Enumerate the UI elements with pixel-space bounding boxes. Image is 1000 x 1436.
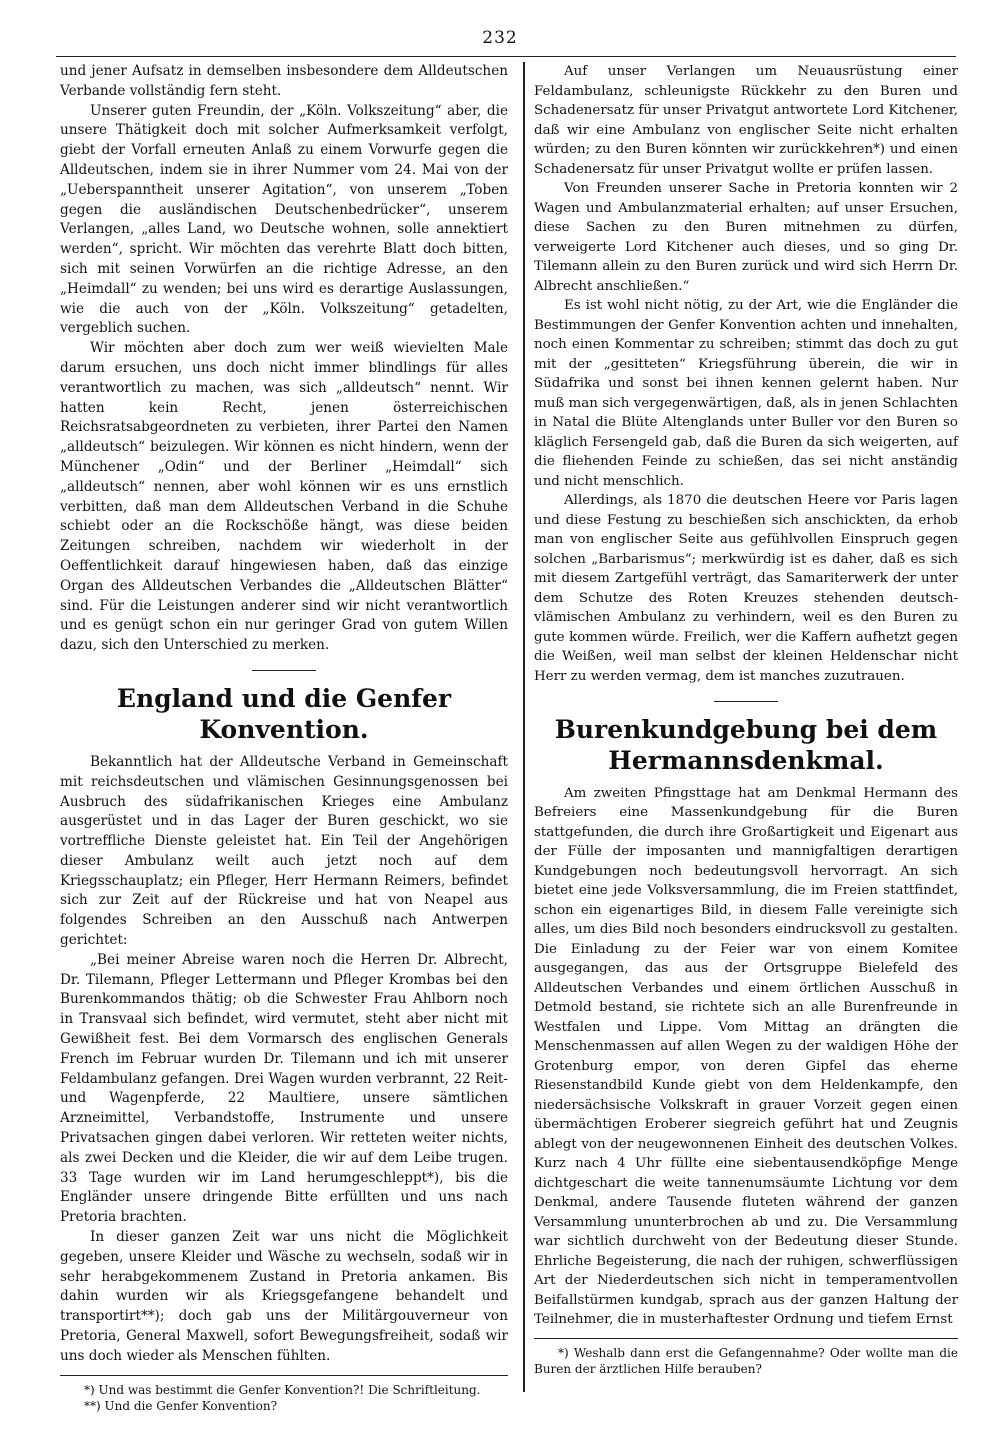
- section-separator: [252, 670, 316, 671]
- left-footnotes: [60, 1375, 508, 1414]
- right-paragraph-2: Von Freunden unserer Sache in Pretoria konnten wir 2 Wagen und Ambulanzmaterial erhalten; auf unser Ersuchen, diese Sachen zu den Buren mitnehmen zu dürfen, verweigerte Lord Kitchener auch dieses, und so ging Dr. Tilemann allein zu den Buren zurück und wird sich Herrn Dr. Albrecht anschließen.“: [534, 181, 958, 294]
- section-paragraph-2: „Bei meiner Abreise waren noch die Herren Dr. Albrecht, Dr. Tilemann, Pfleger Lettermann und Pfleger Krombas bei den Burenkommandos thätig; ob die Schwester Frau Ahlborn noch in Transvaal sich befindet, wird vermutet, steht aber nicht mit Gewißheit fest. Bei dem Vormarsch des englischen Generals French im Februar wurden Dr. Tilemann und ich mit unserer Feldambulanz gefangen. Drei Wagen wurden verbrannt, 22 Reit- und Wagenpferde, 22 Maultiere, unsere sämtlichen Arzneimittel, Verbandstoffe, Instrumente und unsere Privatsachen gingen dabei verloren. Wir retteten weiter nichts, als zwei Decken und die Kleider, die wir auf dem Leibe trugen. 33 Tage wurden wir im Land herumgeschleppt*), bis die Engländer unsere dringende Bitte erfüllten und uns nach Pretoria brachten.: [60, 951, 508, 1226]
- footnote-1: *) Und was bestimmt die Genfer Konvention?! Die Schriftleitung.: [84, 1382, 481, 1397]
- section-separator: [714, 701, 778, 702]
- page-number: 232: [482, 28, 518, 48]
- footnote-2: **) Und die Genfer Konvention?: [84, 1398, 278, 1413]
- section-paragraph-3: In dieser ganzen Zeit war uns nicht die Möglichkeit gegeben, unsere Kleider und Wäsche zu wechseln, sodaß wir in sehr herabgekommenem Zustand in Pretoria ankamen. Bis dahin wurden wir als Kriegsgefangene behandelt und transportirt**); doch gab uns der Militärgouverneur von Pretoria, General Maxwell, sofort Bewegungsfreiheit, sodaß wir uns doch wieder als Menschen fühlten.: [60, 1229, 508, 1364]
- right-paragraph-3: Es ist wohl nicht nötig, zu der Art, wie die Engländer die Bestimmungen der Genfer Konvention achten und innehalten, noch einen Kommentar zu schreiben; stimmt das doch zu gut mit der „gesitteten“ Kriegsführung überein, die wir in Südafrika und sonst bei ihnen kennen gelernt haben. Nur muß man sich vergegenwärtigen, daß, als in jenen Schlachten in Natal die Blüte Altenglands unter Buller vor den Buren so kläglich Fersengeld gab, daß die Buren da sich weigerten, auf die fliehenden Feinde zu schießen, das sei nicht anständig und nicht menschlich.: [534, 298, 958, 489]
- left-paragraph-2: Unserer guten Freundin, der „Köln. Volkszeitung“ aber, die unsere Thätigkeit doch mit solcher Aufmerksamkeit verfolgt, giebt der Vorfall erneuten Anlaß zu einem Vorwurfe gegen die Alldeutschen, indem sie in ihrer Nummer vom 24. Mai von der „Ueberspanntheit unserer Agitation“, von unserem „Toben gegen die ausländischen Deutschenbedrücker“, unserem Verlangen, „alles Land, wo Deutsche wohnen, solle annektiert werden“, spricht. Wir möchten das verehrte Blatt doch bitten, sich mit seinen Vorwürfen an die richtige Adresse, an den „Heimdall“ zu wenden; bei uns wird es derartige Auslassungen, wie die auch von der „Köln. Volkszeitung“ getadelten, vergeblich suchen.: [60, 102, 508, 337]
- column-divider: [523, 62, 525, 1392]
- section-heading-genfer-konvention: England und die Genfer Konvention.: [116, 683, 452, 744]
- right-section-paragraph-1: Am zweiten Pfingsttage hat am Denkmal Hermann des Befreiers eine Massenkundgebung für die Buren stattgefunden, die durch ihre Großartigkeit und Eigenart aus der Fülle der imposanten und mannigfaltigen derartigen Kundgebungen noch bedeutungsvoll hervorragt. An sich bietet eine jede Volksversammlung, die im Freien stattfindet, schon ein eigenartiges Bild, in diesem Falle vereinigte sich alles, um dies Bild noch besonders eindrucksvoll zu gestalten. Die Einladung zu der Feier war von einem Komitee ausgegangen, das aus der Ortsgruppe Bielefeld des Alldeutschen Verbandes und einem örtlichen Ausschuß in Detmold bestand, sie richtete sich an alle Burenfreunde in Westfalen und Lippe. Vom Mittag an drängten die Menschenmassen auf allen Wegen zu der waldigen Höhe der Grotenburg empor, von deren Gipfel das eherne Riesenstandbild Kunde giebt von dem Heldenkampfe, den niedersächsische Volkskraft in grauer Vorzeit gegen einen übermächtigen Eroberer siegreich geführt hat und Zeugnis ablegt von der neugewonnenen Einheit des deutschen Volkes. Kurz nach 4 Uhr füllte eine siebentausendköpfige Menge dichtgeschart die weite tannenumsäumte Lichtung vor dem Denkmal, andere Tausende fluteten während der ganzen Versammlung ununterbrochen ab und zu. Die Versammlung war sichtlich durchweht von der Bedeutung dieser Stunde. Ehrliche Begeisterung, die nach der ruhigen, schwerflüssigen Art der Niederdeutschen sich nicht in temperamentvollen Beifallstürmen kundgab, sprach aus der ganzen Haltung der Teilnehmer, die in musterhaftester Ordnung und tiefem Ernst: [534, 785, 958, 1328]
- footnote-3: *) Weshalb dann erst die Gefangennahme? Oder wollte man die Buren der ärztlichen Hilfe berauben?: [534, 1345, 958, 1376]
- right-paragraph-1: Auf unser Verlangen um Neuausrüstung einer Feldambulanz, schleunigste Rückkehr zu den Buren und Schadenersatz für unser Privatgut antwortete Lord Kitchener, daß wir eine Ambulanz von englischer Seite nicht erhalten würden; zu den Buren könnten wir zurückkehren*) und einen Schadenersatz für unser Privatgut wollte er prüfen lassen.: [534, 64, 958, 177]
- right-paragraph-4: Allerdings, als 1870 die deutschen Heere vor Paris lagen und diese Festung zu beschießen sich anschickten, da erhob man von englischer Seite aus gefühlvollen Einspruch gegen solchen „Barbarismus“; merkwürdig ist es daher, daß es sich mit diesem Zartgefühl verträgt, das Samariterwerk der unter dem Schutze des Roten Kreuzes stehenden deutsch-vlämischen Ambulanz zu verhindern, weil es den Buren zu gute kommen würde. Freilich, wer die Kaffern aufhetzt gegen die Weißen, weil man selbst der kleinen Heldenschar nicht Herr zu werden vermag, dem ist manches zuzutrauen.: [534, 493, 958, 684]
- section-paragraph-1: Bekanntlich hat der Alldeutsche Verband in Gemeinschaft mit reichsdeutschen und vlämischen Gesinnungsgenossen bei Ausbruch des südafrikanischen Krieges eine Ambulanz ausgerüstet und in das Lager der Buren geschickt, wo sie vortreffliche Dienste geleistet hat. Ein Teil der Angehörigen dieser Ambulanz weilt auch jetzt noch auf dem Kriegsschauplatz; ein Pfleger, Herr Hermann Reimers, befindet sich zur Zeit auf der Rückreise und hat von Neapel aus folgendes Schreiben an den Ausschuß nach Antwerpen gerichtet:: [60, 753, 508, 949]
- right-column: [534, 62, 958, 1377]
- left-paragraph-1: und jener Aufsatz in demselben insbesondere dem Alldeutschen Verbande vollständig fern steht.: [60, 63, 508, 99]
- left-column: [60, 62, 508, 1414]
- right-footnotes: [534, 1338, 958, 1377]
- section-heading-hermannsdenkmal: Burenkundgebung bei dem Hermannsdenkmal.: [554, 714, 938, 775]
- top-rule: [56, 56, 956, 57]
- left-paragraph-3: Wir möchten aber doch zum wer weiß wievielten Male darum ersuchen, uns doch nicht immer blindlings für alles verantwortlich zu machen, was sich „alldeutsch“ nennt. Wir hatten kein Recht, jenen österreichischen Reichsratsabgeordneten zu verbieten, ihrer Partei den Namen „alldeutsch“ beizulegen. Wir können es nicht hindern, wenn der Münchener „Odin“ und der Berliner „Heimdall“ sich „alldeutsch“ nennen, aber wohl können wir es uns ernstlich verbitten, daß man dem Alldeutschen Verband in die Schuhe schiebt oder an die Rockschöße hängt, was diese beiden Zeitungen schreiben, nachdem wir wiederholt in der Oeffentlichkeit darauf hingewiesen haben, daß das einzige Organ des Alldeutschen Verbandes die „Alldeutschen Blätter“ sind. Für die Leistungen anderer sind wir nicht verantwortlich und es genügt schon ein nur geringer Grad von gutem Willen dazu, sich den Unterschied zu merken.: [60, 340, 508, 654]
